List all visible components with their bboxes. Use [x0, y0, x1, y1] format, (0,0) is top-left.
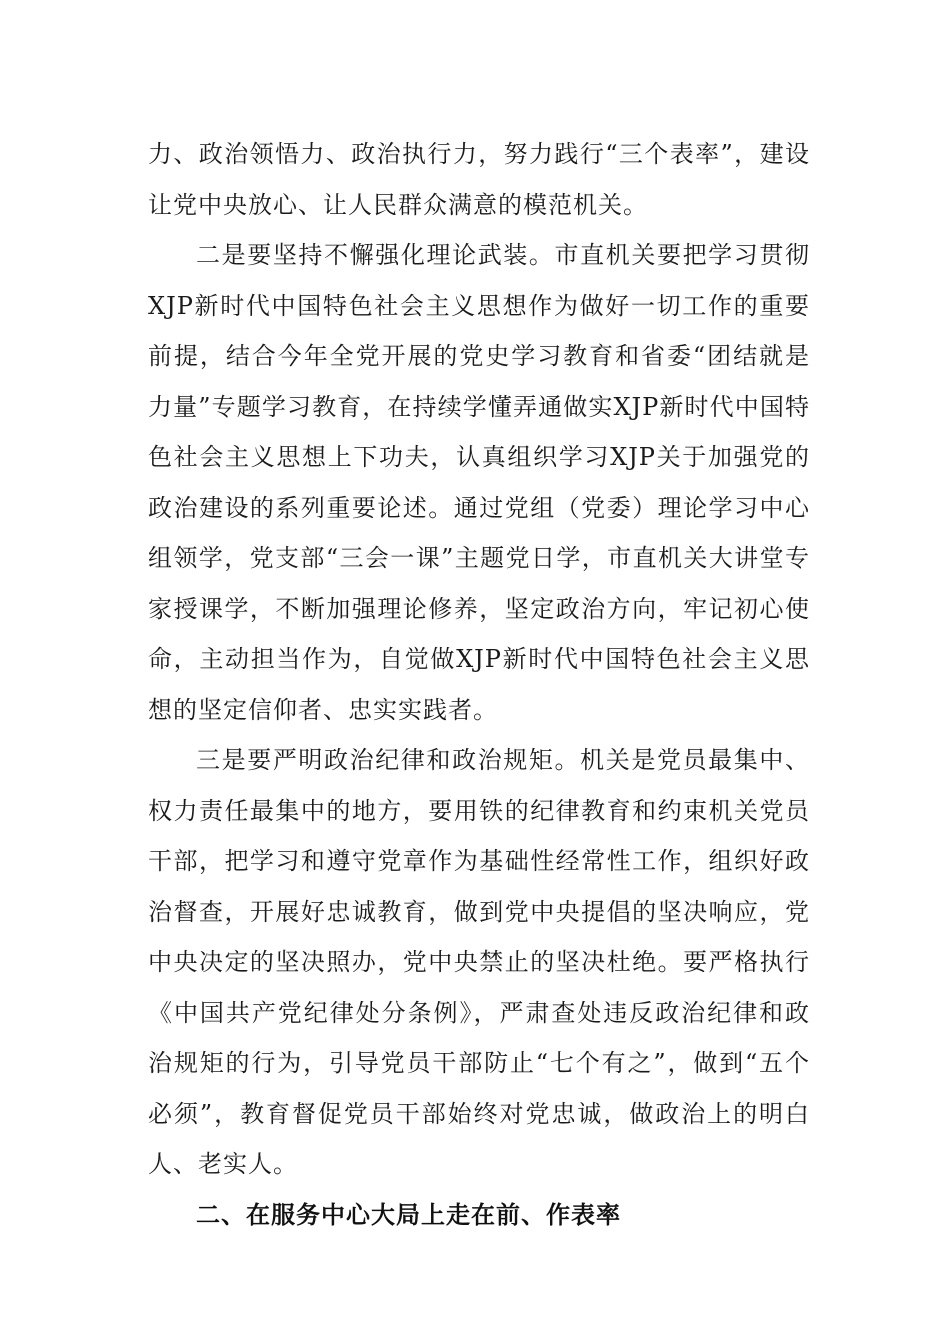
- paragraph-theory-study: 二是要坚持不懈强化理论武装。市直机关要把学习贯彻XJP新时代中国特色社会主义思想作为做好一切工作的重要前提，结合今年全党开展的党史学习教育和省委“团结就是力量”专题学习教育，在持续学懂弄通做实XJP新时代中国特色社会主义思想上下功夫，认真组织学习XJP关于加强党的政治建设的系列重要论述。通过党组（党委）理论学习中心组领学，党支部“三会一课”主题党日学，市直机关大讲堂专家授课学，不断加强理论修养，坚定政治方向，牢记初心使命，主动担当作为，自觉做XJP新时代中国特色社会主义思想的坚定信仰者、忠实实践者。: [148, 241, 810, 724]
- paragraph-political-discipline: 三是要严明政治纪律和政治规矩。机关是党员最集中、权力责任最集中的地方，要用铁的纪律教育和约束机关党员干部，把学习和遵守党章作为基础性经常性工作，组织好政治督查，开展好忠诚教育，做到党中央提倡的坚决响应，党中央决定的坚决照办，党中央禁止的坚决杜绝。要严格执行《中国共产党纪律处分条例》，严肃查处违反政治纪律和政治规矩的行为，引导党员干部防止“七个有之”，做到“五个必须”，教育督促党员干部始终对党忠诚，做政治上的明白人、老实人。: [148, 746, 810, 1178]
- section-heading: 二、在服务中心大局上走在前、作表率: [196, 1200, 621, 1229]
- document-body: [148, 129, 810, 1240]
- paragraph-continuation: 力、政治领悟力、政治执行力，努力践行“三个表率”，建设让党中央放心、让人民群众满意的模范机关。: [148, 140, 810, 219]
